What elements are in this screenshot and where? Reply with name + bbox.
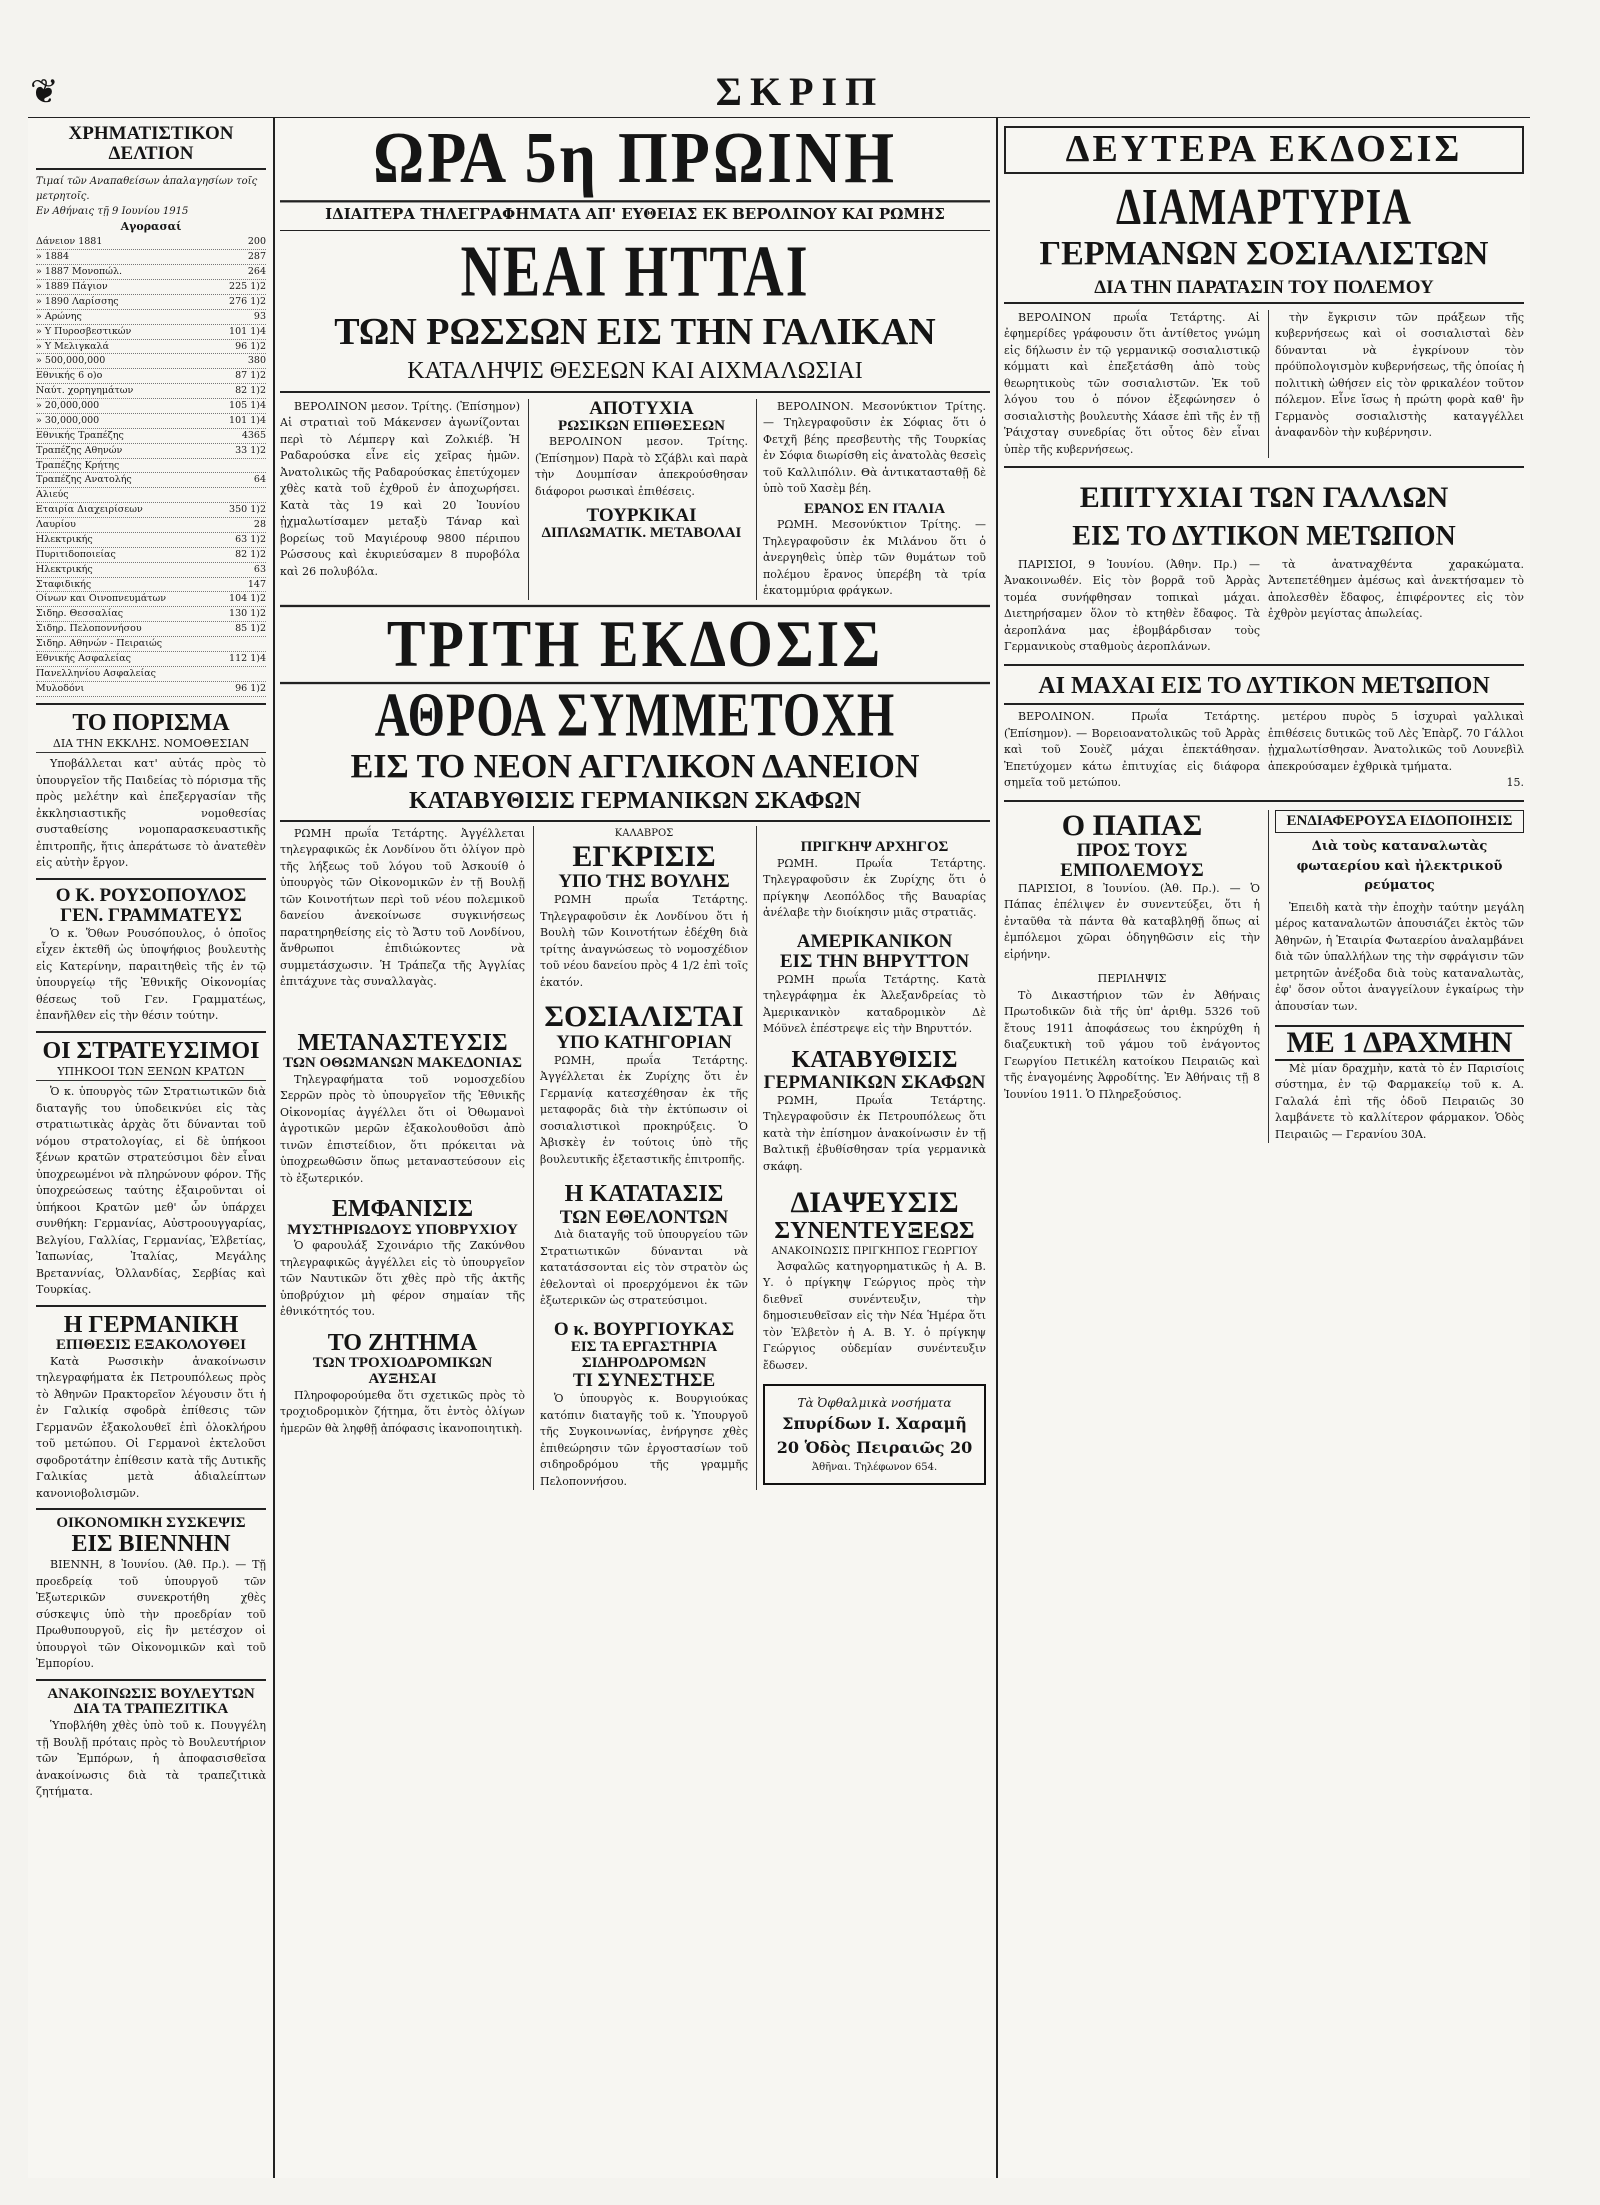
divider xyxy=(36,878,266,880)
rate-value: 4365 xyxy=(241,429,266,441)
katavythisis-text: ΡΩΜΗ, Πρωΐα Τετάρτης. Τηλεγραφοῦσιν ἐκ Πετρουπόλεως ὅτι κατὰ τὴν ἐπίσημον ἀνακοίνωσιν ἐν τῇ Βαλτικῇ ἐβυθίσθησαν τρία γερμανικὰ σκάφη. xyxy=(763,1093,986,1173)
rate-name: » Υ Πυροσβεστικών xyxy=(36,325,132,337)
oikonomiki-text: ΒΙΕΝΝΗ, 8 Ἰουνίου. (Ἀθ. Πρ.). — Τῇ προεδρείᾳ τοῦ ὑπουργοῦ τῶν Ἐξωτερικῶν συνεκροτήθη χθὲς σύσκεψις ὑπὸ τὴν προεδρίαν τοῦ Πρωθυπουργοῦ, εἰς ἣν μετέσχον οἱ ὑπουργοὶ τῶν Οἰκονομικῶν καὶ τοῦ Ἐμπορίου. xyxy=(36,1558,266,1671)
oikonomiki-subheading: ΕΙΣ ΒΙΕΝΝΗΝ xyxy=(71,1530,231,1557)
amerikanikon-text: ΡΩΜΗ πρωΐα Τετάρτης. Κατὰ τηλεγράφημα ἐκ Ἀλεξανδρείας τὸ Ἀμερικανικὸν καταδρομικὸν Δὲ Μόϋνελ ἐπέστρεψε εἰς τὴν Βηρυττόν. xyxy=(763,972,986,1036)
rate-name: » 20,000,000 xyxy=(36,400,100,411)
rate-value: 85 1)2 xyxy=(235,623,266,635)
diapsefsis-text: Ἀσφαλῶς κατηγορηματικῶς ἡ Α. Β. Υ. ὁ πρίγκηψ Γεώργιος πρὸς τὴν διεθνεῖ συνέντευξιν, τὴν δημοσιευθεῖσαν εἰς τὴν Νέα Ἡμέρα ὅτι τὸν Ἐλβετὸν ἡ Α. Β. Υ. ὁ πρίγκηψ Γεώργιος οὐδεμίαν συνέντευξιν ἔδωσεν. xyxy=(763,1259,986,1372)
prigkips-text: ΡΩΜΗ. Πρωΐα Τετάρτης. Τηλεγραφοῦσιν ἐκ Ζυρίχης ὅτι ὁ πρίγκηψ Λεοπόλδος τῆς Βαυαρίας ἀνέλαβε τὴν διοίκησιν μιᾶς στρατιᾶς. xyxy=(763,856,986,920)
katatasis-heading: Η ΚΑΤΑΤΑΣΙΣ xyxy=(564,1181,724,1208)
katavythisis-subheading: ΓΕΡΜΑΝΙΚΩΝ ΣΚΑΦΩΝ xyxy=(763,1071,986,1093)
diamartyria-text: ΒΕΡΟΛΙΝΟΝ πρωΐα Τετάρτης. Αἱ ἐφημερίδες γράφουσιν ὅτι ἀντίθετος γνώμη εἰς δήλωσιν ἐν τῷ γερμανικῷ σοσιαλιστικῷ κόμματι καὶ ἐπεξετάσθη ἀπὸ τοὺς θεωρητικοὺς τῶν σοσιαλιστῶν. Ἐκ τοῦ λόγου του ὁ πόνον ἐξεφώνησεν ὁ σοσιαλιστὴς βουλευτὴς Χάασε ἐπὶ τῆς ἐν τῇ Ῥάιχσταγ συνεδρίας ὅτι οὗτος δὲν εἶναι ὑπὲρ τῆς κυβερνήσεως. xyxy=(1004,310,1260,456)
column-center xyxy=(280,118,990,2178)
diapsefsis-subheading: ΣΥΝΕΝΤΕΥΞΕΩΣ xyxy=(774,1217,975,1244)
rate-row xyxy=(36,592,266,607)
rate-row xyxy=(36,414,266,429)
rate-value: 96 1)2 xyxy=(235,340,266,352)
headline-paratasin: ΔΙΑ ΤΗΝ ΠΑΡΑΤΑΣΙΝ ΤΟΥ ΠΟΛΕΜΟΥ xyxy=(1004,278,1524,304)
strateusimoi-heading: ΟΙ ΣΤΡΑΤΕΥΣΙΜΟΙ xyxy=(42,1037,260,1064)
sosialistai-text: ΡΩΜΗ, πρωΐα Τετάρτης. Ἀγγέλλεται ἐκ Ζυρίχης ὅτι ἐν Γερμανίᾳ κατεσχέθησαν ἐκ τῆς μεταφορᾶς διὰ τὴν ἐκτύπωσιν οἱ σοσιαλιστικοὶ προκηρύξεις. Ὁ Ἀβισκὲγ ἐν τούτοις ὑπὸ τῆς βουλευτικῆς ἐξεταστικῆς ἐπιτροπῆς. xyxy=(540,1053,748,1166)
maxai-text: ΒΕΡΟΛΙΝΟΝ. Πρωΐα Τετάρτης. (Ἐπίσημον). — Βορειοανατολικῶς τοῦ Ἀρρὰς καὶ τοῦ Σουὲζ μάχαι ἐπεκτάθησαν. Ἐπετύχομεν κάτω ἐπιτυχίας εἰς διάφορα σημεῖα τοῦ μετώπου. xyxy=(1004,710,1260,790)
headline-athroa: ΑΘΡΟΑ ΣΥΜΜΕΤΟΧΗ xyxy=(374,680,896,750)
rate-row xyxy=(36,399,266,414)
perilipsis-heading: ΠΕΡΙΛΗΨΙΣ xyxy=(1097,972,1167,986)
rate-name: Ηλεκτρικής xyxy=(36,533,93,545)
maxai-heading: ΑΙ ΜΑΧΑΙ ΕΙΣ ΤΟ ΔΥΤΙΚΟΝ ΜΕΤΩΠΟΝ xyxy=(1004,674,1524,705)
diapsefsis-heading: ΔΙΑΨΕΥΣΙΣ xyxy=(790,1186,959,1220)
rate-value: 101 1)4 xyxy=(229,325,266,337)
rate-row xyxy=(36,533,266,548)
row-bottom xyxy=(1004,810,1524,1144)
rate-row xyxy=(36,518,266,533)
vouleutai-heading: ΑΝΑΚΟΙΝΩΣΙΣ ΒΟΥΛΕΥΤΩΝ xyxy=(47,1685,255,1702)
rate-row xyxy=(36,310,266,325)
rate-row xyxy=(36,280,266,295)
rate-name: » Αρώνης xyxy=(36,310,82,322)
germaniki-text: Κατὰ Ρωσσικὴν ἀνακοίνωσιν τηλεγραφήματα ἐκ Πετρουπόλεως πρὸς τὸ Ἀθηνῶν Πρακτορεῖον λέγουσιν ὅτι ἡ ἐν Γαλικίᾳ σφοδρὰ ἐπίθεσις τῶν Γερμανῶν ἐξακολουθεῖ ἐπὶ ὁλοκλήρου τοῦ μετώπου. Οἱ Γερμανοὶ ἐκτελοῦσι σφοδροτάτην ἐπίθεσιν κατὰ τῆς Δυτικῆς Γαλικίας μετὰ ἀδιαλείπτων κανονιοβολισμῶν. xyxy=(36,1354,266,1500)
strap-telegrams: ΙΔΙΑΙΤΕΡΑ ΤΗΛΕΓΡΑΦΗΜΑΤΑ ΑΠ' ΕΥΘΕΙΑΣ ΕΚ ΒΕΡΟΛΙΝΟΥ ΚΑΙ ΡΩΜΗΣ xyxy=(280,203,990,231)
divider xyxy=(36,1031,266,1033)
row-lead-articles xyxy=(280,399,990,600)
zitima-subheading: ΤΩΝ ΤΡΟΧΙΟΔΡΟΜΙΚΩΝ ΑΥΞΗΣΑΙ xyxy=(312,1355,493,1387)
bulletin-heading: ΧΡΗΜΑΤΙΣΤΙΚΟΝ ΔΕΛΤΙΟΝ xyxy=(36,118,266,170)
rate-row xyxy=(36,235,266,250)
divider xyxy=(1004,664,1524,666)
rate-name: » Υ Μελιγκαλά xyxy=(36,340,109,352)
ad-address: 20 Ὁδὸς Πειραιῶς 20 xyxy=(776,1438,973,1458)
rate-value: 64 xyxy=(253,474,266,486)
column-rule-1 xyxy=(273,118,275,2178)
vourgioukas-subheading: ΕΙΣ ΤΑ ΕΡΓΑΣΤΗΡΙΑ ΣΙΔΗΡΟΔΡΟΜΩΝ xyxy=(570,1338,718,1371)
column-left xyxy=(36,118,266,2178)
divider xyxy=(36,1305,266,1307)
rate-name: Δάνειον 1881 xyxy=(36,236,103,248)
row-diamartyria xyxy=(1004,310,1524,459)
rate-row xyxy=(36,250,266,265)
rate-row xyxy=(36,682,266,697)
rate-value: 112 1)4 xyxy=(229,652,266,664)
rate-name: » 30,000,000 xyxy=(36,414,100,426)
epityxiai-text-2: τὰ ἀνατναχθέντα χαρακώματα. Ἀντεπετέθημεν ἀμέσως καὶ ἀνεκτήσαμεν τὸ ἀπολεσθὲν ἔδαφος, ἐπιφέροντες εἰς τὸν ἐχθρὸν μεγίστας ἀπωλείας. xyxy=(1268,557,1524,621)
rates-table xyxy=(36,235,266,696)
rate-name: Σταφιδικής xyxy=(36,578,92,590)
rate-value: 82 1)2 xyxy=(235,385,266,397)
rate-value: 87 1)2 xyxy=(235,370,266,382)
tourkikai-text: ΒΕΡΟΛΙΝΟΝ. Μεσονύκτιον Τρίτης. — Τηλεγραφοῦσιν ἐκ Σόφιας ὅτι ὁ Φετχῆ βέης πρεσβευτὴς τῆς Τουρκίας ἐν Σόφια διωρίσθη εἰς ἀνατολὰς θεσεὶς τοῦ Καλλιπόλιν. Θὰ ἀντικατασταθῇ δὲ ὑπὸ τοῦ Χασὲμ βέη. xyxy=(763,399,986,496)
papas-subheading: ΠΡΟΣ ΤΟΥΣ ΕΜΠΟΛΕΜΟΥΣ xyxy=(1060,840,1204,882)
rate-row xyxy=(36,667,266,682)
endiaferousa-subheading: Διὰ τοὺς καταναλωτὰς φωταερίου καὶ ἠλεκτρικοῦ ρεύματος xyxy=(1296,839,1503,894)
headline-daneion: ΕΙΣ ΤΟ ΝΕΟΝ ΑΓΓΛΙΚΟΝ ΔΑΝΕΙΟΝ xyxy=(350,748,920,786)
egkrisis-subheading: ΥΠΟ ΤΗΣ ΒΟΥΛΗΣ xyxy=(558,871,730,893)
rate-row xyxy=(36,652,266,667)
masthead-ornament-icon: ❦ xyxy=(30,72,59,112)
bulletin-market: Αγορασαί xyxy=(120,219,182,233)
rate-name: Πανελληνίου Ασφαλείας xyxy=(36,667,156,679)
rate-value: 101 1)4 xyxy=(229,414,266,426)
rate-name: Πυριτιδοποιείας xyxy=(36,548,116,560)
katavythisis-heading: ΚΑΤΑΒΥΘΙΣΙΣ xyxy=(791,1046,958,1073)
sosialistai-subheading: ΥΠΟ ΚΑΤΗΓΟΡΙΑΝ xyxy=(556,1031,732,1053)
germaniki-subheading: ΕΠΙΘΕΣΙΣ ΕΞΑΚΟΛΟΥΘΕΙ xyxy=(56,1336,246,1353)
rate-value: 264 xyxy=(247,266,266,278)
amerikanikon-subheading: ΕΙΣ ΤΗΝ ΒΗΡΥΤΤΟΝ xyxy=(779,950,970,972)
vourgioukas-text: Ὁ ὑπουργὸς κ. Βουργιούκας κατόπιν διαταγῆς τοῦ κ. Ὑπουργοῦ τῆς Συγκοινωνίας, ἐνήργησε χθὲς ἐπιθεώρησιν τῶν ἐργοστασίων τοῦ σιδηροδρόμου τῆς γραμμῆς Πελοποννήσου. xyxy=(540,1392,748,1488)
vouleutai-subheading: ΔΙΑ ΤΑ ΤΡΑΠΕΖΙΤΙΚΑ xyxy=(73,1701,229,1718)
amerikanikon-heading: ΑΜΕΡΙΚΑΝΙΚΟΝ xyxy=(796,930,953,952)
rate-value: 63 1)2 xyxy=(235,533,266,545)
rate-row xyxy=(36,369,266,384)
headline-katavythisis: ΚΑΤΑΒΥΘΙΣΙΣ ΓΕΡΜΑΝΙΚΩΝ ΣΚΑΦΩΝ xyxy=(280,789,990,822)
divider xyxy=(36,1679,266,1681)
vourgioukas-heading: Ο κ. ΒΟΥΡΓΙΟΥΚΑΣ xyxy=(553,1318,735,1340)
porisma-text: Υποβάλλεται κατ' αὐτάς πρὸς τὸ ὑπουργεῖον τῆς Παιδείας τὸ πόρισμα τῆς πρὸς μελέτην καὶ ἐπεξεργασίαν τῆς ἐκκλησιαστικῆς νομοθεσίας συσταθείσης νομοπαρασκευαστικῆς ἐπιτροπῆς, ἥτις ἀπεράτωσε τὸ ἀνατεθὲν εἰς αὐτὴν ἔργον. xyxy=(36,757,266,870)
rate-row xyxy=(36,429,266,444)
maxai-sign: 15. xyxy=(1506,776,1524,790)
headline-diamartyria: ΔΙΑΜΑΡΤΥΡΙΑ xyxy=(1115,176,1413,236)
egkrisis-heading: ΕΓΚΡΙΣΙΣ xyxy=(572,839,716,873)
rate-value: 350 1)2 xyxy=(229,504,266,516)
divider xyxy=(36,1508,266,1510)
rate-name: Εθνικής Ασφαλείας xyxy=(36,652,131,664)
rate-name: Ναύτ. χορηγημάτων xyxy=(36,385,134,397)
newspaper-page xyxy=(28,118,1530,2178)
prigkips-heading: ΠΡΙΓΚΗΨ ΑΡΧΗΓΟΣ xyxy=(800,838,949,855)
endiaferousa-heading: ΕΝΔΙΑΦΕΡΟΥΣΑ ΕΙΔΟΠΟΙΗΣΙΣ xyxy=(1275,810,1524,834)
rate-name: Ηλεκτρικής xyxy=(36,563,93,575)
rate-value: 225 1)2 xyxy=(229,281,266,292)
epityxiai-heading: ΕΠΙΤΥΧΙΑΙ ΤΩΝ ΓΑΛΛΩΝ xyxy=(1079,481,1449,515)
column-rule-2 xyxy=(996,118,998,2178)
porisma-subheading: ΔΙΑ ΤΗΝ ΕΚΚΛΗΣ. ΝΟΜΟΘΕΣΙΑΝ xyxy=(36,736,266,754)
eranos-heading: ΕΡΑΝΟΣ ΕΝ ΙΤΑΛΙΑ xyxy=(803,500,946,517)
headline-katalipsis: ΚΑΤΑΛΗΨΙΣ ΘΕΣΕΩΝ ΚΑΙ ΑΙΧΜΑΛΩΣΙΑΙ xyxy=(280,359,990,392)
ad-name: Σπυρίδων Ι. Χαραμῆ xyxy=(782,1414,967,1434)
vouleutai-text: Ὑποβλήθη χθὲς ὑπὸ τοῦ κ. Πουγγέλη τῇ Βουλῇ πρόταις πρὸς τὸ Βουλευτήριον τῶν Ἐμπόρων, ἡ ἀποφασισθεῖσα ἀνακοίνωσις διὰ τὰ τραπεζιτικὰ ζητήματα. xyxy=(36,1719,266,1799)
rate-name: Σιδηρ. Θεσσαλίας xyxy=(36,608,124,620)
rate-name: Εθνικής 6 ο)ο xyxy=(36,370,103,382)
row-epityxiai xyxy=(1004,557,1524,656)
rate-row xyxy=(36,503,266,518)
rousopoulos-text: Ὁ κ. Ὅθων Ρουσόπουλος, ὁ ὁποῖος εἶχεν ἐκτεθῆ ὡς ὑποψήφιος βουλευτὴς εἰς Κατερίνην, παραιτηθεὶς τῆς ἐν τῷ ὑπουργείῳ τῆς Ἐθνικῆς Οἰκονομίας θέσεως τοῦ Γεν. Γραμματέως, ἐπανῆλθεν εἰς τὴν θέσιν τούτην. xyxy=(36,926,266,1023)
rate-name: Σιδηρ. Αθηνών - Πειραιώς xyxy=(36,638,163,649)
katatasis-text: Διὰ διαταγῆς τοῦ ὑπουργείου τῶν Στρατιωτικῶν δύνανται νὰ κατατάσσονται εἰς τὸν στρατὸν ὡς ἐθελονταὶ οἱ προερχόμενοι ἐκ τῶν ἐξωτερικῶν ὡς στρατεύσιμοι. xyxy=(540,1228,748,1308)
diamartyria-text-2: τὴν ἔγκρισιν τῶν πράξεων τῆς κυβερνήσεως καὶ οἱ σοσιαλισταὶ δὲν δύνανται νὰ ἐγκρίνουν τὸν πρόϋπολογισμὸν κυβερνήσεως, τῆς ὁποίας ἡ πολιτικὴ ὠθήσεν εἰς τὸν φρικαλέον τοῦτον πόλεμον. Εἶνε ἴσως ἡ πρώτη φορὰ καθ' ἣν Γερμανὸς σοσιαλιστὴς καταγγέλλει ἀναφανδὸν τὴν κυβέρνησιν. xyxy=(1275,310,1524,440)
drachmi-heading: ΜΕ 1 ΔΡΑΧΜΗΝ xyxy=(1275,1025,1524,1061)
rate-value: 287 xyxy=(247,251,266,263)
headline-rosson: ΤΩΝ ΡΩΣΣΩΝ ΕΙΣ ΤΗΝ ΓΑΛΙΚΑΝ xyxy=(334,311,936,354)
egkrisis-text: ΡΩΜΗ πρωΐα Τετάρτης. Τηλεγραφοῦσιν ἐκ Λονδίνου ὅτι ἡ Βουλὴ τῶν Κοινοτήτων ἐδέχθη διὰ τρίτης ἀναγνώσεως τὸ νομοσχέδιον τοῦ νέου δανείου πρὸς 4 1/2 ἐπὶ τοῖς ἑκατόν. xyxy=(540,893,748,989)
rate-value: 93 xyxy=(253,310,266,322)
banner-ora-5i: ΩΡΑ 5η ΠΡΩΙΝΗ xyxy=(280,119,990,203)
rate-row xyxy=(36,637,266,652)
rate-row xyxy=(36,444,266,459)
rate-name: Αλιεύς xyxy=(36,489,69,501)
divider xyxy=(36,703,266,705)
rate-name: Τραπέζης Κρήτης xyxy=(36,459,120,471)
newspaper-name: ΣΚΡΙΠ xyxy=(715,69,885,114)
rate-row xyxy=(36,578,266,593)
oikonomiki-heading: ΟΙΚΟΝΟΜΙΚΗ ΣΥΣΚΕΨΙΣ xyxy=(56,1515,246,1532)
vourgioukas-subheading-2: ΤΙ ΣΥΝΕΣΤΗΣΕ xyxy=(572,1370,716,1392)
zitima-text: Πληροφορούμεθα ὅτι σχετικῶς πρὸς τὸ τροχιοδρομικὸν ζήτημα, ὅτι ἐντὸς ὀλίγων ἡμερῶν θὰ ληφθῇ ἀπόφασις ἱκανοποιητικὴ. xyxy=(280,1388,525,1435)
banner-triti-ekdosis: ΤΡΙΤΗ ΕΚΔΟΣΙΣ xyxy=(280,605,990,684)
bulletin-subheading: Τιμαί τῶν Αναπαθείσων ἀπαλαγησίων τοῖς μετρητοῖς. xyxy=(36,175,258,202)
rate-value: 276 1)2 xyxy=(229,295,266,307)
rate-row xyxy=(36,622,266,637)
rate-name: Τραπέζης Αθηνών xyxy=(36,444,123,456)
rate-value: 33 1)2 xyxy=(235,444,266,456)
rate-row xyxy=(36,473,266,488)
epityxiai-subheading: ΕΙΣ ΤΟ ΔΥΤΙΚΟΝ ΜΕΤΩΠΟΝ xyxy=(1072,520,1456,552)
metanasteusis-text: Τηλεγραφήματα τοῦ νομοσχεδίου Σερρῶν πρὸς τὸ ὑπουργεῖον τῆς Ἐθνικῆς Οἰκονομίας ἀγγέλλει ὅτι οἱ Ὀθωμανοὶ ἀγροτικῶν μερῶν ἐξακολουθοῦσι ἀπὸ τινῶν ἐπιστείδιον, ὅτι πρόκειται νὰ ὑποχρεωθῶσιν ὅπως μεταναστεύσουν εἰς τὸ ἐξωτερικόν. xyxy=(280,1072,525,1185)
rate-name: » 1889 Πάγιον xyxy=(36,281,108,292)
divider xyxy=(1004,466,1524,468)
rate-row xyxy=(36,384,266,399)
rate-row xyxy=(36,459,266,474)
rate-row xyxy=(36,295,266,310)
rate-row xyxy=(36,488,266,503)
perilipsis-text: Τὸ Δικαστήριον τῶν ἐν Ἀθήναις Πρωτοδικῶν διὰ τῆς ὑπ' ἀριθμ. 5326 τοῦ ἔτους 1911 ἀποφάσεως του ἐκηρύχθη ἡ διαζευκτικὴ τοῦ γάμου τοῦ ἐνάγοντος Γεωργίου Πετικέλη κατοίκου Πειραιῶς καὶ τῆς ἐναγομένης Ἀφροδίτης. Ἐν Ἀθήναις τῇ 8 Ἰουνίου 1911. Ὁ Πληρεξούσιος. xyxy=(1004,988,1260,1101)
rate-value: 200 xyxy=(247,236,266,248)
germaniki-heading: Η ΓΕΡΜΑΝΙΚΗ xyxy=(63,1311,239,1338)
lead-article-text: ΒΕΡΟΛΙΝΟΝ μεσον. Τρίτης. (Ἐπίσημον) Αἱ στρατιαὶ τοῦ Μάκενσεν ἀγωνίζονται περὶ τὸ Λέμπεργ καὶ Ζολκιέβ. Ἡ Ραδαρούσκα εἶνε εἰς χεῖρας ἡμῶν. Ἀνατολικῶς τῆς Ραδαρούσκας ἐπετύχομεν χθὲς κατὰ τοῦ ἐχθροῦ ἐν ἀποχωρήσει. Κατὰ τὰς 19 καὶ 20 Ἰουνίου ᾐχμαλωτίσαμεν μεταξὺ Τάναρ καὶ βορείως τοῦ Μαγιέρουφ 9800 πέριπου Ρώσσους καὶ ἐκυριεύσαμεν 8 πυροβόλα καὶ 26 πολυβόλα. xyxy=(280,399,520,578)
tourkikai-heading: ΤΟΥΡΚΙΚΑΙ xyxy=(586,505,697,527)
row-maxai xyxy=(1004,709,1524,792)
rate-value: 380 xyxy=(247,355,266,367)
rate-name: Οίνων και Οινοπνευμάτων xyxy=(36,593,167,605)
rate-name: Λαυρίου xyxy=(36,519,76,530)
tourkikai-subheading: ΔΙΠΛΩΜΑΤΙΚ. ΜΕΤΑΒΟΛΑΙ xyxy=(541,525,742,542)
rate-value: 96 1)2 xyxy=(235,682,266,694)
masthead xyxy=(0,0,1600,118)
metanasteusis-subheading: ΤΩΝ ΟΘΩΜΑΝΩΝ ΜΑΚΕΔΟΝΙΑΣ xyxy=(283,1055,522,1072)
zitima-heading: ΤΟ ΖΗΤΗΜΑ xyxy=(327,1329,478,1356)
headline-germanon: ΓΕΡΜΑΝΩΝ ΣΟΣΙΑΛΙΣΤΩΝ xyxy=(1039,234,1489,272)
sosialistai-heading: ΣΟΣΙΑΛΙΣΤΑΙ xyxy=(544,1000,744,1034)
endiaferousa-text: Ἐπειδὴ κατὰ τὴν ἐποχὴν ταύτην μεγάλη μέρος καταναλωτῶν ἀπουσιάζει ἐκτὸς τῶν Ἀθηνῶν, ἡ Ἑταιρία Φωταερίου ἀναλαμβάνει διὰ τῶν ὑπαλλήλων της τὴν σφράγισιν τῶν μετρητῶν ἀνέξοδα διὰ τοὺς καταναλωτὰς, ἐφ' ὅσον οὗτοι ἀναγγείλουν ἐγκαίρως τὴν ἀπουσίαν των. xyxy=(1275,900,1524,1013)
papas-text: ΠΑΡΙΣΙΟΙ, 8 Ἰουνίου. (Ἀθ. Πρ.). — Ὁ Πάπας ἐπέλιψεν ἐν συνεντεύξει, ὅτι ἡ ἐνταῦθα τὰ πάντα θὰ καταβληθῇ ὅπως αἱ ἐμπόλεμοι χῶραι ὁδηγηθῶσιν εἰς τὴν εἰρήνην. xyxy=(1004,881,1260,961)
rate-value: 63 xyxy=(253,563,266,575)
rate-value: 147 xyxy=(247,578,266,590)
katatasis-subheading: ΤΩΝ ΕΘΕΛΟΝΤΩΝ xyxy=(559,1206,729,1228)
rate-value: 130 1)2 xyxy=(229,608,266,620)
apotychia-text: ΒΕΡΟΛΙΝΟΝ μεσον. Τρίτης. (Ἐπίσημον) Παρὰ τὸ Σζάβλι καὶ παρὰ τὴν Δουμπίσαν ἀπεκρούσθησαν διάφοροι ρωσικαὶ ἐπιθέσεις. xyxy=(535,435,748,498)
rate-name: Μυλοδόνι xyxy=(36,682,85,694)
emfanisis-heading: ΕΜΦΑΝΙΣΙΣ xyxy=(331,1196,474,1223)
apotychia-heading: ΑΠΟΤΥΧΙΑ xyxy=(589,397,694,419)
rate-name: » 1887 Μονοπώλ. xyxy=(36,266,123,278)
rate-name: Τραπέζης Ανατολής xyxy=(36,474,132,486)
advertisement-box xyxy=(763,1384,986,1485)
rate-value: 104 1)2 xyxy=(229,593,266,605)
rate-row xyxy=(36,265,266,280)
metanasteusis-heading: ΜΕΤΑΝΑΣΤΕΥΣΙΣ xyxy=(297,1029,508,1056)
drachmi-text: Μὲ μίαν δραχμὴν, κατὰ τὸ ἐν Παρισίοις σύστημα, ἐν τῷ Φαρμακείῳ τοῦ κ. Α. Γαλαλά ἐπὶ τῆς ὁδοῦ Πειραιῶς 30 λαμβάνετε τὸ καλλίτερον φάρμακον. Ὁδὸς Πειραιῶς — Γερανίου 30Α. xyxy=(1275,1061,1524,1141)
ad-phone: Ἀθῆναι. Τηλέφωνον 654. xyxy=(811,1462,938,1474)
ad-title: Τὰ Ὀφθαλμικὰ νοσήματα xyxy=(797,1396,952,1411)
rate-name: Εταιρία Διαχειρίσεων xyxy=(36,504,143,516)
rate-row xyxy=(36,340,266,355)
rate-name: » 1884 xyxy=(36,251,70,263)
eranos-text: ΡΩΜΗ. Μεσονύκτιον Τρίτης. — Τηλεγραφοῦσιν ἐκ Μιλάνου ὅτι ὁ ἀνεργηθεὶς ὑπὲρ τῶν θυμάτων τοῦ πολέμου ἔρανος ὑπερέβη τὰ τρία ἑκατομμύρια φράγκων. xyxy=(763,518,986,598)
strateusimoi-text: Ὁ κ. ὑπουργὸς τῶν Στρατιωτικῶν διὰ διαταγῆς του ὑποδεικνύει εἰς τὰς στρατιωτικὰς ἀρχὰς ὅτι δύνανται τοῦ νόμου στρατολογίας, εἰ δὲ ὑπήκοοι ξένων κρατῶν στρατεύσιμοι δὲν εἶναι ὑποχρεωμένοι νὰ πληρώνουν φόρον. Τῆς ὑποχρεώσεως ταύτης ἐξαιροῦνται οἱ ὑπήκοοι Κρατῶν μεθ' ὧν ὑπάρχει συνθήκη: Γερμανίας, Αὐστροουγγαρίας, Βελγίου, Γαλλίας, Γερμανίας, Ἐλβετίας, Ἰαπωνίας, Ἰταλίας, Μεγάλης Βρεταννίας, Ὀλλανδίας, Σερβίας καὶ Τουρκίας. xyxy=(36,1085,266,1297)
rate-row xyxy=(36,607,266,622)
rate-value: 105 1)4 xyxy=(229,400,266,411)
rate-row xyxy=(36,548,266,563)
daneion-text: ΡΩΜΗ πρωΐα Τετάρτης. Ἀγγέλλεται τηλεγραφικῶς ἐκ Λονδίνου ὅτι ὀλίγον πρὸ τῆς λήξεως τοῦ λόγου τοῦ Ἀσκουίθ ὁ ὑπουργὸς τῶν Οἰκονομικῶν ἐν τῇ Βουλῇ τῶν Κοινοτήτων περὶ τοῦ νέου πολεμικοῦ δανείου ἀνεκοίνωσε συγκινήσεως παρατηρηθείσης εἰς τὸ Ἄστυ τοῦ Λονδίνου, ἄνθρωποι ἐπιδιώκοντες νὰ συμμετάσχωσιν. Ἡ Τράπεζα τῆς Ἀγγλίας ἐπιτάχυνε τὰς συναλλαγὰς. xyxy=(280,826,525,989)
rate-value: 82 1)2 xyxy=(235,548,266,560)
apotychia-subheading: ΡΩΣΙΚΩΝ ΕΠΙΘΕΣΕΩΝ xyxy=(558,417,725,434)
rate-row xyxy=(36,325,266,340)
rousopoulos-subheading: ΓΕΝ. ΓΡΑΜΜΑΤΕΥΣ xyxy=(60,904,242,926)
rate-name: » 1890 Λαρίσσης xyxy=(36,295,119,307)
banner-deutera-ekdosis: ΔΕΥΤΕΡΑ ΕΚΔΟΣΙΣ xyxy=(1004,126,1524,174)
bulletin-date: Εν Αθήναις τῇ 9 Ιουνίου 1915 xyxy=(36,205,189,217)
divider xyxy=(1004,800,1524,802)
rate-name: Εθνικής Τραπέζης xyxy=(36,429,124,441)
maxai-text-2: μετέρου πυρὸς 5 ἰσχυραὶ γαλλικαὶ ἐπιθέσεις δυτικῶς τοῦ Λὲς Ἐπὰρζ. 70 Γάλλοι ᾐχμαλωτίσθησαν. Ἀνατολικῶς τοῦ Λουνεβὶλ ἀπεκρούσαμεν ἐχθρικὰ τμήματα. xyxy=(1268,710,1524,773)
row-mid-articles xyxy=(280,826,990,1490)
emfanisis-subheading: ΜΥΣΤΗΡΙΩΔΟΥΣ ΥΠΟΒΡΥΧΙΟΥ xyxy=(287,1221,518,1238)
sign-kalavros: ΚΑΛΑΒΡΟΣ xyxy=(614,827,674,839)
diapsefsis-subheading-2: ΑΝΑΚΟΙΝΩΣΙΣ ΠΡΙΓΚΗΠΟΣ ΓΕΩΡΓΙΟΥ xyxy=(771,1245,978,1257)
headline-nea-ittai: ΝΕΑΙ ΗΤΤΑΙ xyxy=(460,231,810,312)
emfanisis-text: Ὁ φαρουλάξ Σχοινάριο τῆς Ζακύνθου τηλεγραφικῶς ἀγγέλλει εἰς τὸ ὑπουργεῖον τῶν Ναυτικῶν ὅτι χθὲς πρὸ τῆς ἀκτῆς ὑποβρύχιον μὴ φέρον σημαίαν τῆς ἐθνικότητός του. xyxy=(280,1239,525,1319)
papas-heading: Ο ΠΑΠΑΣ xyxy=(1061,808,1203,842)
rate-value: 28 xyxy=(253,519,266,530)
rousopoulos-heading: Ο Κ. ΡΟΥΣΟΠΟΥΛΟΣ xyxy=(55,884,247,906)
strateusimoi-subheading: ΥΠΗΚΟΟΙ ΤΩΝ ΞΕΝΩΝ ΚΡΑΤΩΝ xyxy=(36,1064,266,1082)
rate-name: » 500,000,000 xyxy=(36,355,106,367)
rate-row xyxy=(36,354,266,369)
rate-name: Σιδηρ. Πελοποννήσου xyxy=(36,623,142,635)
epityxiai-text: ΠΑΡΙΣΙΟΙ, 9 Ἰουνίου. (Ἀθην. Πρ.) — Ἀνακοινωθέν. Εἰς τὸν βορρᾶ τοῦ Ἀρρὰς τομέα συνήφθησαν τοπικαὶ μάχαι. Διετηρήσαμεν ὅλον τὸ κτηθὲν ἔδαφος. Τὰ ἀεροπλάνα μας ἐβομβάρδισαν τοὺς Γερμανικοὺς σταθμοὺς ἀεροπλάνων. xyxy=(1004,557,1260,654)
rate-row xyxy=(36,563,266,578)
porisma-heading: ΤΟ ΠΟΡΙΣΜΑ xyxy=(72,709,230,736)
column-right xyxy=(1004,118,1524,2178)
